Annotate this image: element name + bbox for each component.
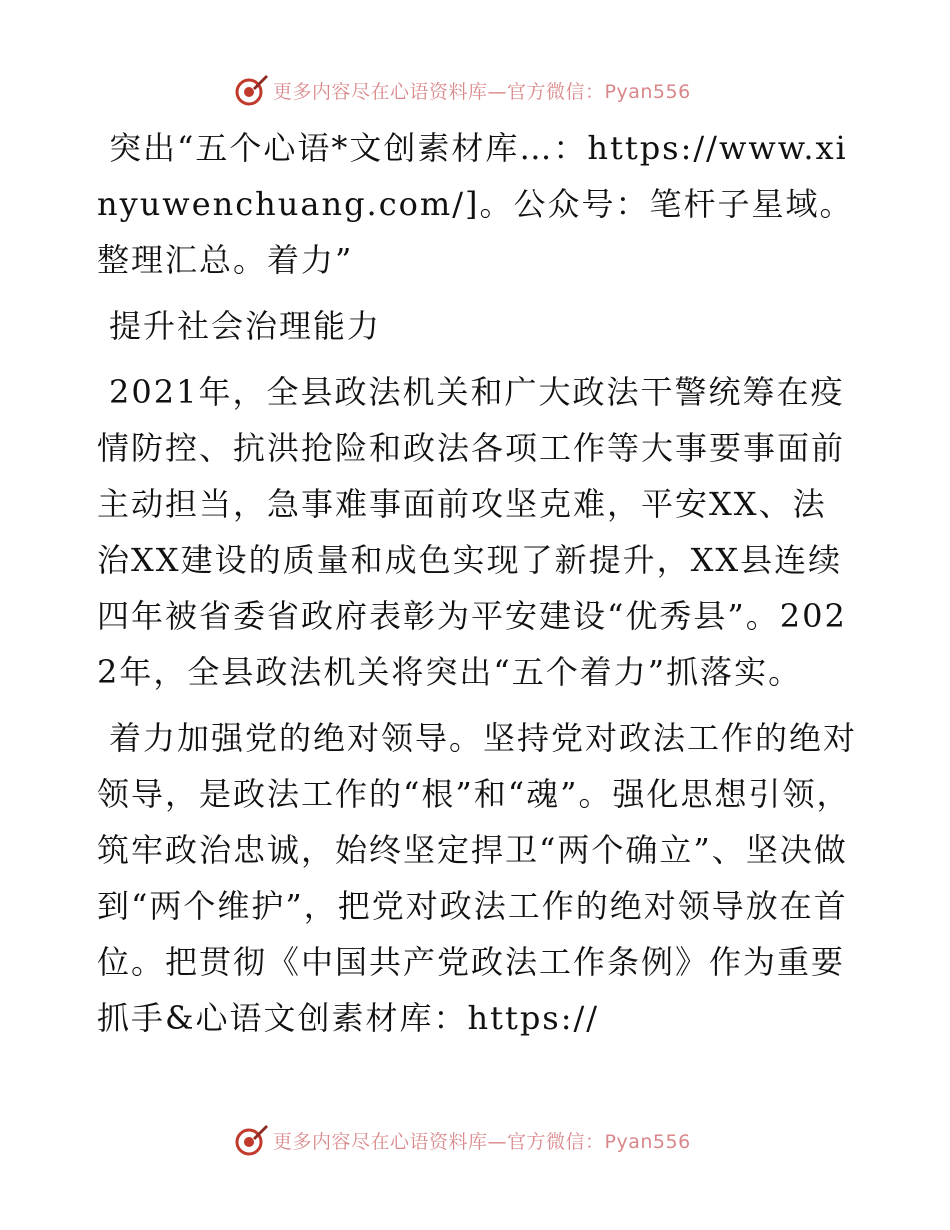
brush-logo-icon [233,72,269,108]
paragraph-3: 着力加强党的绝对领导。坚持党对政法工作的绝对领导，是政法工作的“根”和“魂”。强化思想引领，筑牢政治忠诚，始终坚定捍卫“两个确立”、坚决做到“两个维护”，把党对政法工作的绝对领导放在首位。把贯彻《中国共产党政法工作条例》作为重要抓手&心语文创素材库：https:// [97,719,858,1037]
brush-logo-icon [233,1122,269,1158]
section-heading: 提升社会治理能力 [109,307,382,345]
watermark-header [233,70,691,110]
watermark-text: 更多内容尽在心语资料库—官方微信：Pyan556 [273,1130,691,1153]
document-body [97,120,857,1056]
watermark-text: 更多内容尽在心语资料库—官方微信：Pyan556 [273,80,691,103]
watermark-footer [233,1120,691,1160]
paragraph-1: 突出“五个心语*文创素材库…：https://www.xinyuwenchuang.com/]。公众号：笔杆子星域。整理汇总。着力” [97,129,854,279]
paragraph-2: 2021年，全县政法机关和广大政法干警统筹在疫情防控、抗洪抢险和政法各项工作等大事要事面前主动担当，急事难事面前攻坚克难，平安XX、法治XX建设的质量和成色实现了新提升，XX县连续四年被省委省政府表彰为平安建设“优秀县”。2022年，全县政法机关将突出“五个着力”抓落实。 [97,373,847,691]
